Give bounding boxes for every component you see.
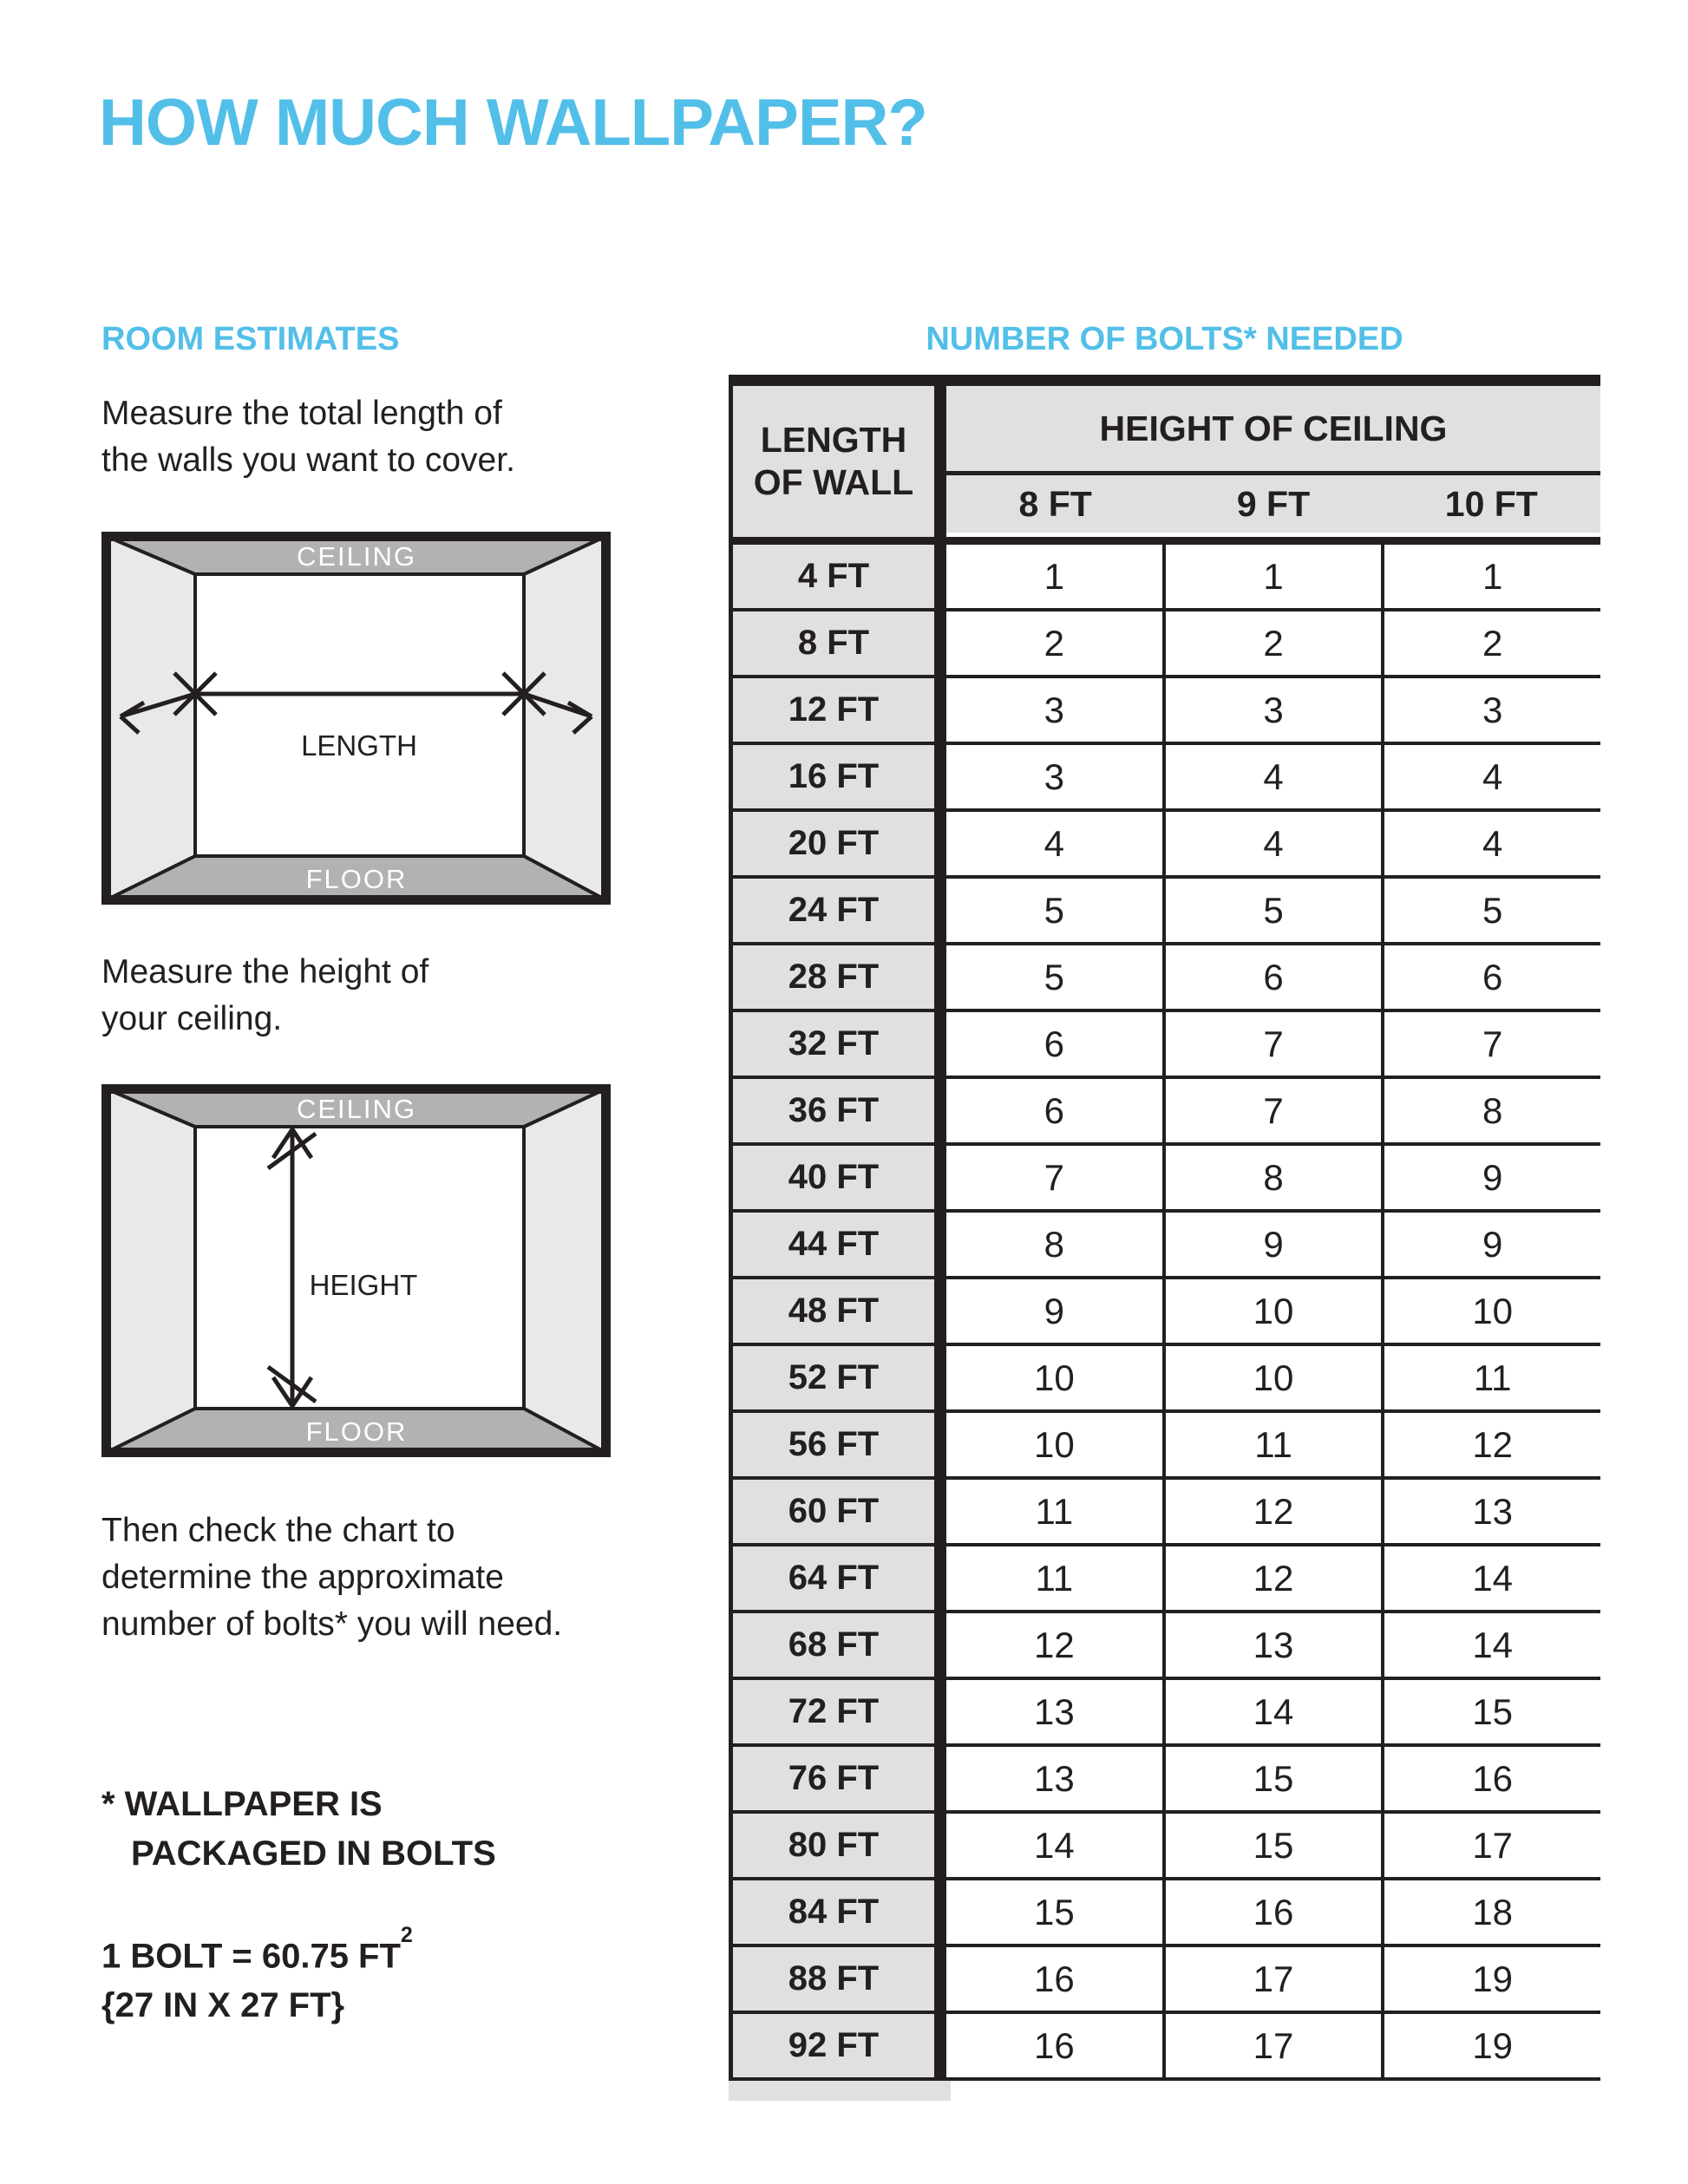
text-line: your ceiling. (101, 1000, 283, 1037)
bolt-equation-base: 1 BOLT = 60.75 FT (101, 1937, 401, 1976)
table-body (733, 545, 1600, 2081)
bolt-count-cell: 2 (1381, 611, 1600, 675)
bolt-count-cell: 16 (946, 1947, 1162, 2011)
height-label: HEIGHT (309, 1269, 418, 1301)
bolt-count-cell: 7 (946, 1146, 1162, 1209)
bolt-count-cell: 17 (1381, 1814, 1600, 1877)
row-length-label: 48 FT (733, 1279, 946, 1343)
row-length-label: 8 FT (733, 611, 946, 675)
bolt-count-cell: 5 (1162, 879, 1382, 942)
bolt-count-cell: 4 (1162, 745, 1382, 808)
bolt-count-cell: 3 (946, 678, 1162, 742)
room-estimates-heading: ROOM ESTIMATES (101, 321, 400, 357)
table-row (733, 1947, 1600, 2014)
row-length-label: 12 FT (733, 678, 946, 742)
table-row (733, 545, 1600, 611)
row-length-label: 40 FT (733, 1146, 946, 1209)
table-row (733, 1279, 1600, 1346)
table-row (733, 1814, 1600, 1880)
table-row (733, 812, 1600, 879)
column-header-8ft: 8 FT (1018, 483, 1092, 524)
table-row (733, 1747, 1600, 1814)
table-row (733, 1413, 1600, 1480)
header-line: LENGTH (760, 420, 907, 460)
ceiling-height-columns (946, 475, 1600, 533)
header-separator (733, 537, 1600, 545)
table-row (733, 1146, 1600, 1213)
bolt-count-cell: 8 (1162, 1146, 1382, 1209)
column-header-9ft: 9 FT (1236, 483, 1311, 524)
text-line: the walls you want to cover. (101, 441, 515, 479)
bolt-count-cell: 19 (1381, 2014, 1600, 2077)
row-length-label: 32 FT (733, 1012, 946, 1076)
bolt-count-cell: 13 (946, 1680, 1162, 1743)
table-row (733, 1012, 1600, 1079)
row-length-label: 56 FT (733, 1413, 946, 1476)
bolt-count-cell: 17 (1162, 1947, 1382, 2011)
table-gray-tail (729, 2081, 951, 2101)
bolt-count-cell: 18 (1381, 1880, 1600, 1944)
text-line: PACKAGED IN BOLTS (131, 1834, 496, 1873)
bolt-count-cell: 5 (946, 879, 1162, 942)
table-row (733, 945, 1600, 1012)
column-header-10ft: 10 FT (1444, 483, 1538, 524)
ceiling-label: CEILING (296, 541, 417, 572)
row-length-label: 60 FT (733, 1480, 946, 1543)
bolt-count-cell: 14 (1162, 1680, 1382, 1743)
row-length-label: 20 FT (733, 812, 946, 875)
bolts-table (729, 375, 1600, 2081)
bolt-count-cell: 9 (946, 1279, 1162, 1343)
check-chart-text (101, 1507, 562, 1648)
bolt-count-cell: 7 (1381, 1012, 1600, 1076)
row-length-label: 80 FT (733, 1814, 946, 1877)
bolt-equation (101, 1924, 413, 1981)
row-length-label: 68 FT (733, 1613, 946, 1677)
bolt-count-cell: 10 (946, 1346, 1162, 1409)
bolt-count-cell: 17 (1162, 2014, 1382, 2077)
bolt-count-cell: 19 (1381, 1947, 1600, 2011)
table-row (733, 1613, 1600, 1680)
length-of-wall-header (733, 386, 946, 537)
table-header (733, 386, 1600, 537)
row-length-label: 24 FT (733, 879, 946, 942)
page-title: HOW MUCH WALLPAPER? (99, 86, 927, 160)
bolt-count-cell: 8 (1381, 1079, 1600, 1142)
row-length-label: 72 FT (733, 1680, 946, 1743)
text-line: number of bolts* you will need. (101, 1605, 563, 1643)
header-line: OF WALL (753, 462, 914, 502)
bolt-count-cell: 10 (946, 1413, 1162, 1476)
floor-label: FLOOR (305, 1416, 408, 1447)
bolt-count-cell: 12 (946, 1613, 1162, 1677)
bolt-count-cell: 12 (1162, 1546, 1382, 1610)
bolt-count-cell: 11 (946, 1546, 1162, 1610)
bolt-count-cell: 10 (1381, 1279, 1600, 1343)
ceiling-label: CEILING (296, 1094, 417, 1124)
table-row (733, 1546, 1600, 1613)
left-wall (106, 1089, 195, 1453)
right-wall (524, 1089, 606, 1453)
bolt-count-cell: 6 (946, 1012, 1162, 1076)
bolt-count-cell: 7 (1162, 1079, 1382, 1142)
row-length-label: 64 FT (733, 1546, 946, 1610)
row-length-label: 36 FT (733, 1079, 946, 1142)
bolt-count-cell: 3 (1381, 678, 1600, 742)
row-length-label: 92 FT (733, 2014, 946, 2077)
row-length-label: 16 FT (733, 745, 946, 808)
bolt-count-cell: 5 (946, 945, 1162, 1009)
bolt-count-cell: 15 (1381, 1680, 1600, 1743)
bolt-count-cell: 11 (1162, 1413, 1382, 1476)
bolt-equation-exponent: 2 (400, 1923, 413, 1947)
bolt-count-cell: 2 (1162, 611, 1382, 675)
ceiling-height-header-group (946, 386, 1600, 537)
room-height-diagram (101, 1084, 611, 1457)
length-label: LENGTH (301, 729, 417, 762)
bolt-count-cell: 6 (1162, 945, 1382, 1009)
table-row (733, 611, 1600, 678)
row-length-label: 52 FT (733, 1346, 946, 1409)
row-length-label: 44 FT (733, 1213, 946, 1276)
text-line: Then check the chart to (101, 1512, 455, 1549)
height-of-ceiling-header: HEIGHT OF CEILING (946, 386, 1600, 475)
bolt-count-cell: 16 (1381, 1747, 1600, 1810)
bolt-count-cell: 8 (946, 1213, 1162, 1276)
bolt-count-cell: 15 (1162, 1747, 1382, 1810)
table-row (733, 879, 1600, 945)
bolt-count-cell: 12 (1162, 1480, 1382, 1543)
bolt-count-cell: 10 (1162, 1346, 1382, 1409)
table-row (733, 1213, 1600, 1279)
bolt-count-cell: 12 (1381, 1413, 1600, 1476)
bolt-count-cell: 3 (1162, 678, 1382, 742)
text-line: determine the approximate (101, 1559, 504, 1596)
bolt-count-cell: 7 (1162, 1012, 1382, 1076)
bolts-needed-heading: NUMBER OF BOLTS* NEEDED (926, 321, 1403, 357)
bolt-count-cell: 11 (1381, 1346, 1600, 1409)
bolt-count-cell: 5 (1381, 879, 1600, 942)
bolt-count-cell: 4 (1381, 812, 1600, 875)
bolt-count-cell: 10 (1162, 1279, 1382, 1343)
bolt-count-cell: 14 (1381, 1546, 1600, 1610)
bolt-count-cell: 9 (1381, 1213, 1600, 1276)
row-length-label: 84 FT (733, 1880, 946, 1944)
table-row (733, 1680, 1600, 1747)
row-length-label: 4 FT (733, 545, 946, 608)
table-row (733, 2014, 1600, 2081)
bolt-count-cell: 16 (1162, 1880, 1382, 1944)
row-length-label: 88 FT (733, 1947, 946, 2011)
table-row (733, 678, 1600, 745)
bolt-count-cell: 11 (946, 1480, 1162, 1543)
bolt-count-cell: 13 (1162, 1613, 1382, 1677)
floor-label: FLOOR (305, 864, 408, 894)
bolt-count-cell: 13 (1381, 1480, 1600, 1543)
row-length-label: 76 FT (733, 1747, 946, 1810)
bolt-count-cell: 14 (946, 1814, 1162, 1877)
bolt-count-cell: 9 (1381, 1146, 1600, 1209)
bolt-count-cell: 2 (946, 611, 1162, 675)
text-line: Measure the height of (101, 953, 429, 991)
text-line: Measure the total length of (101, 395, 502, 432)
table-row (733, 1880, 1600, 1947)
bolt-count-cell: 14 (1381, 1613, 1600, 1677)
table-row (733, 1079, 1600, 1146)
bolt-count-cell: 15 (1162, 1814, 1382, 1877)
text-line: * WALLPAPER IS (101, 1785, 383, 1823)
bolt-count-cell: 6 (946, 1079, 1162, 1142)
bolt-dimensions: {27 IN X 27 FT} (101, 1986, 345, 2025)
bolt-count-cell: 13 (946, 1747, 1162, 1810)
room-length-diagram (101, 532, 611, 905)
measure-length-text (101, 390, 515, 484)
bolt-count-cell: 4 (1381, 745, 1600, 808)
bolt-count-cell: 9 (1162, 1213, 1382, 1276)
table-row (733, 1480, 1600, 1546)
table-row (733, 1346, 1600, 1413)
bolt-count-cell: 4 (946, 812, 1162, 875)
left-wall (106, 536, 195, 900)
table-row (733, 745, 1600, 812)
bolt-count-cell: 1 (1162, 545, 1382, 608)
bolts-footnote (101, 1780, 496, 1879)
bolt-size-note (101, 1924, 413, 2030)
bolt-count-cell: 3 (946, 745, 1162, 808)
right-wall (524, 536, 606, 900)
row-length-label: 28 FT (733, 945, 946, 1009)
height-arrow (268, 1127, 316, 1409)
bolt-count-cell: 1 (1381, 545, 1600, 608)
bolt-count-cell: 6 (1381, 945, 1600, 1009)
bolt-count-cell: 4 (1162, 812, 1382, 875)
measure-height-text (101, 949, 429, 1043)
bolt-count-cell: 1 (946, 545, 1162, 608)
bolt-count-cell: 16 (946, 2014, 1162, 2077)
bolt-count-cell: 15 (946, 1880, 1162, 1944)
